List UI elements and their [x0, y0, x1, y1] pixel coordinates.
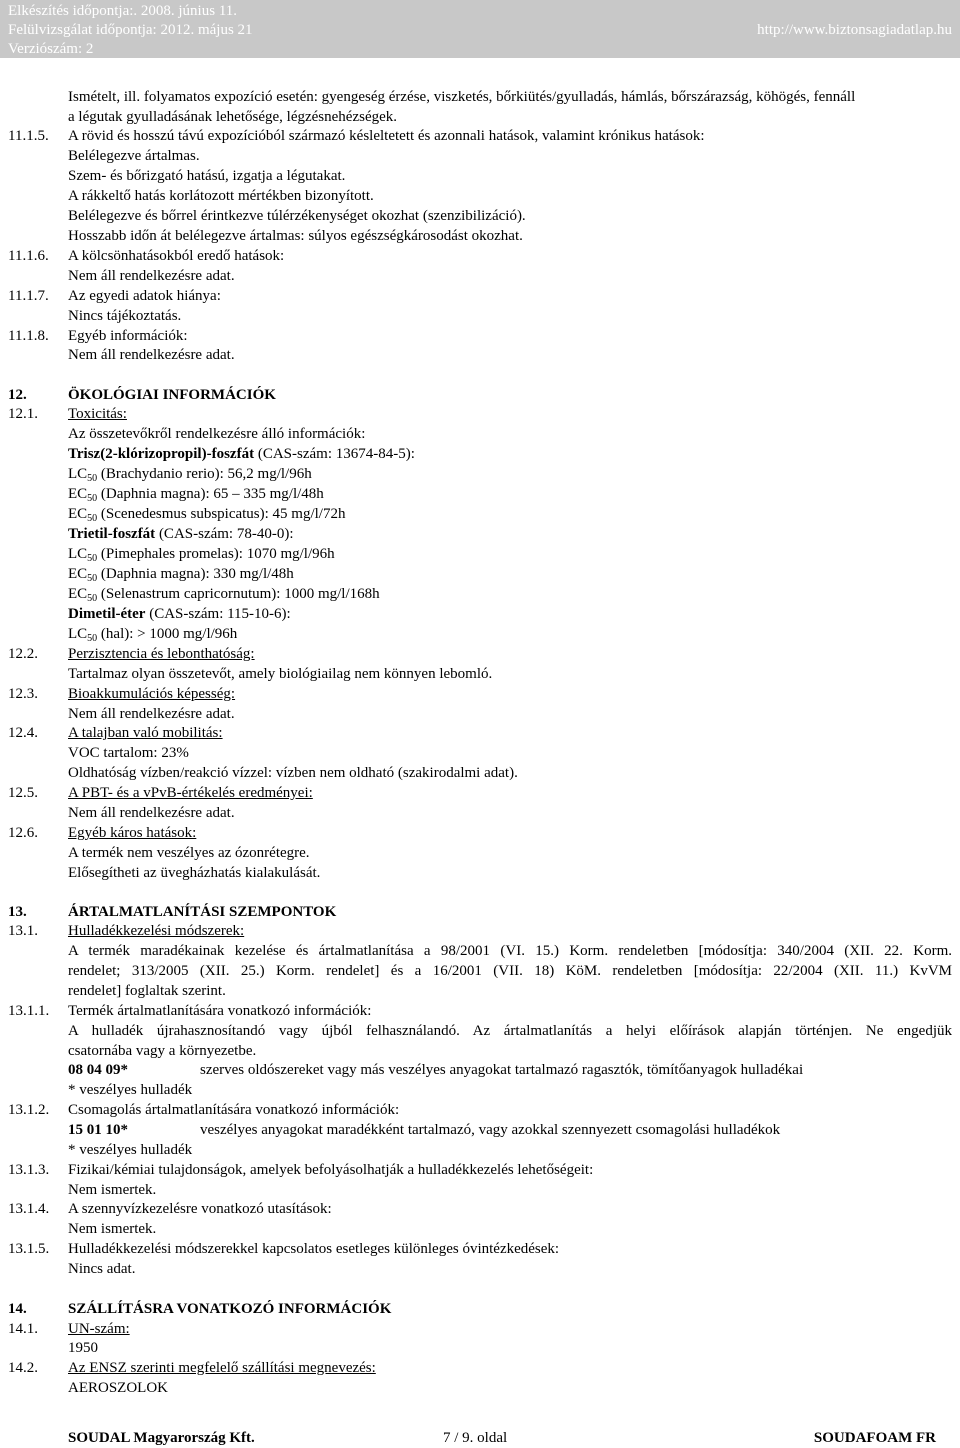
doc-line	[0, 664, 960, 684]
footer-page-number: 7 / 9. oldal	[443, 1430, 508, 1446]
text-run: Belélegezve ártalmas.	[68, 148, 200, 164]
text-run: Tartalmaz olyan összetevőt, amely biológiailag nem könnyen lebomló.	[68, 666, 493, 682]
line-text	[68, 186, 374, 206]
footer-company: SOUDAL Magyarország Kft.	[68, 1430, 255, 1446]
text-run: 1950	[68, 1340, 98, 1356]
doc-line	[0, 843, 960, 863]
text-run: A rövid és hosszú távú expozícióból származó késleltetett és azonnali hatások, valamint krónikus hatások:	[68, 128, 705, 144]
text-run: Egyéb káros hatások:	[68, 825, 197, 841]
bold-term: 08 04 09*	[68, 1062, 128, 1078]
doc-line	[0, 783, 960, 803]
text-run: (Brachydanio rerio): 56,2 mg/l/96h	[97, 466, 312, 482]
text-run: Nem áll rendelkezésre adat.	[68, 268, 235, 284]
section-number: 11.1.7.	[8, 288, 49, 304]
version-number: Verziószám: 2	[8, 41, 94, 57]
subsection-title	[68, 684, 235, 704]
text-run: rendelet] foglaltak szerint.	[68, 983, 226, 999]
line-text	[68, 941, 952, 961]
doc-line	[0, 206, 960, 226]
text-run: Perzisztencia és lebonthatóság:	[68, 646, 255, 662]
page-footer	[0, 1428, 960, 1448]
section-number: 11.1.8.	[8, 328, 49, 344]
line-text	[68, 624, 237, 644]
doc-line	[0, 1041, 960, 1061]
line-text	[68, 226, 523, 246]
line-text	[68, 1259, 135, 1279]
text-run: (hal): > 1000 mg/l/96h	[97, 626, 238, 642]
doc-line	[0, 126, 960, 146]
measure-prefix: LC	[68, 466, 88, 482]
text-run: (Selenastrum capricornutum): 1000 mg/l/168h	[97, 586, 380, 602]
subsection-title	[68, 921, 244, 941]
doc-line	[0, 704, 960, 724]
text-run: ÁRTALMATLANÍTÁSI SZEMPONTOK	[68, 904, 337, 920]
section-number: 12.5.	[8, 785, 38, 801]
section-number: 12.2.	[8, 646, 38, 662]
doc-line	[0, 424, 960, 444]
measure-prefix: LC	[68, 626, 88, 642]
text-run: Nem ismertek.	[68, 1221, 157, 1237]
doc-line	[0, 1100, 960, 1120]
doc-line	[0, 544, 960, 564]
line-text	[68, 803, 235, 823]
subsection-title	[68, 644, 255, 664]
text-run: Hulladékkezelési módszerek:	[68, 923, 245, 939]
doc-line	[0, 286, 960, 306]
doc-line	[0, 186, 960, 206]
subsection-title	[68, 823, 196, 843]
text-run: Csomagolás ártalmatlanítására vonatkozó információk:	[68, 1102, 400, 1118]
line-text	[68, 584, 380, 604]
text-run: Az egyedi adatok hiánya:	[68, 288, 221, 304]
doc-line	[0, 326, 960, 346]
line-text	[68, 87, 855, 107]
text-run: A termék nem veszélyes az ózonrétegre.	[68, 845, 310, 861]
doc-line	[0, 504, 960, 524]
doc-line	[0, 1001, 960, 1021]
line-text	[68, 604, 291, 624]
text-run: (Pimephales promelas): 1070 mg/l/96h	[97, 546, 335, 562]
text-run: Bioakkumulációs képesség:	[68, 686, 236, 702]
doc-line	[0, 763, 960, 783]
line-text	[68, 1338, 98, 1358]
text-run: A szennyvízkezelésre vonatkozó utasítások:	[68, 1201, 332, 1217]
text-run: A termék maradékainak kezelése és ártalmatlanítása a 98/2001 (VI. 15.) Korm. rendeletben [módosítja: 340/2004 (XII. 22. Korm.	[68, 943, 952, 959]
created-date: Elkészítés időpontja:. 2008. június 11.	[8, 3, 238, 19]
line-text	[68, 1140, 192, 1160]
doc-line	[0, 1319, 960, 1339]
measure-prefix: EC	[68, 506, 88, 522]
subsection-title	[68, 1358, 376, 1378]
section-number: 13.1.5.	[8, 1241, 50, 1257]
bold-term: Dimetil-éter	[68, 606, 146, 622]
measure-subscript: 50	[87, 493, 98, 504]
doc-line	[0, 584, 960, 604]
section-number: 12.4.	[8, 725, 38, 741]
doc-line	[0, 1021, 960, 1041]
text-run: Nem ismertek.	[68, 1182, 157, 1198]
doc-line	[0, 1120, 960, 1140]
doc-line	[0, 266, 960, 286]
text-run: Oldhatóság vízben/reakció vízzel: vízben nem oldható (szakirodalmi adat).	[68, 765, 518, 781]
doc-line	[0, 823, 960, 843]
line-text	[68, 1100, 399, 1120]
footer-product: SOUDAFOAM FR	[813, 1430, 936, 1446]
measure-subscript: 50	[87, 573, 98, 584]
text-run: Az ENSZ szerinti megfelelő szállítási megnevezés:	[68, 1360, 376, 1376]
line-text	[68, 524, 294, 544]
doc-line	[0, 1060, 960, 1080]
subsection-title	[68, 783, 313, 803]
section-heading	[68, 1299, 391, 1319]
doc-line	[0, 524, 960, 544]
text-run: Hulladékkezelési módszerekkel kapcsolatos esetleges különleges óvintézkedések:	[68, 1241, 560, 1257]
section-number: 13.1.2.	[8, 1102, 50, 1118]
line-text	[68, 464, 312, 484]
line-text	[68, 126, 705, 146]
waste-code-description: szerves oldószereket vagy más veszélyes anyagokat tartalmazó ragasztók, tömítőanyagok hulladékai	[200, 1062, 804, 1078]
line-text	[68, 664, 492, 684]
line-text	[68, 1180, 156, 1200]
line-text	[68, 763, 518, 783]
doc-line	[0, 981, 960, 1001]
doc-line	[0, 1219, 960, 1239]
text-run: Nem áll rendelkezésre adat.	[68, 805, 235, 821]
measure-prefix: LC	[68, 546, 88, 562]
doc-line	[0, 902, 960, 922]
text-run: A talajban való mobilitás:	[68, 725, 223, 741]
line-text	[68, 146, 200, 166]
line-text	[68, 166, 345, 186]
text-run: Belélegezve és bőrrel érintkezve túlérzékenységet okozhat (szenzibilizáció).	[68, 208, 526, 224]
line-text	[68, 107, 397, 127]
line-text	[68, 743, 189, 763]
section-number: 13.1.3.	[8, 1162, 50, 1178]
doc-line	[0, 564, 960, 584]
measure-prefix: EC	[68, 586, 88, 602]
doc-line	[0, 404, 960, 424]
doc-line	[0, 246, 960, 266]
doc-line	[0, 803, 960, 823]
line-text	[68, 1021, 952, 1041]
section-number: 13.1.	[8, 923, 38, 939]
text-run: Toxicitás:	[68, 406, 127, 422]
section-number: 14.	[8, 1301, 27, 1317]
text-run: AEROSZOLOK	[68, 1380, 168, 1396]
text-run: A PBT- és a vPvB-értékelés eredményei:	[68, 785, 313, 801]
line-text	[68, 1041, 256, 1061]
bold-term: Trietil-foszfát	[68, 526, 156, 542]
doc-line	[0, 604, 960, 624]
section-number: 12.6.	[8, 825, 38, 841]
line-text	[68, 1378, 168, 1398]
text-run: Nincs tájékoztatás.	[68, 308, 182, 324]
text-run: Ismételt, ill. folyamatos expozíció esetén: gyengeség érzése, viszketés, bőrkiütés/gyulladás, hámlás, bőrszárazság, köhögés, fennáll	[68, 89, 856, 105]
doc-line	[0, 921, 960, 941]
subsection-title	[68, 404, 127, 424]
line-text	[68, 1080, 192, 1100]
doc-line	[0, 1140, 960, 1160]
text-run: SZÁLLÍTÁSRA VONATKOZÓ INFORMÁCIÓK	[68, 1301, 392, 1317]
doc-line	[0, 624, 960, 644]
text-run: A kölcsönhatásokból eredő hatások:	[68, 248, 285, 264]
line-text	[68, 286, 221, 306]
header-url-link[interactable]: http://www.biztonsagiadatlap.hu	[757, 22, 952, 38]
section-number: 14.1.	[8, 1321, 38, 1337]
doc-line	[0, 1199, 960, 1219]
text-run: Nem áll rendelkezésre adat.	[68, 706, 235, 722]
text-run: VOC tartalom: 23%	[68, 745, 189, 761]
doc-line	[0, 1080, 960, 1100]
measure-prefix: EC	[68, 486, 88, 502]
section-number: 12.	[8, 387, 27, 403]
doc-line	[0, 87, 960, 107]
section-heading	[68, 385, 276, 405]
bold-term: 15 01 10*	[68, 1122, 128, 1138]
text-run: (Daphnia magna): 65 – 335 mg/l/48h	[97, 486, 324, 502]
section-number: 12.3.	[8, 686, 38, 702]
text-run: A hulladék újrahasznosítandó vagy újból felhasználandó. Az ártalmatlanítás a helyi előírások alapján történjen. Ne engedjük	[68, 1023, 952, 1039]
doc-line	[0, 684, 960, 704]
section-number: 12.1.	[8, 406, 38, 422]
measure-subscript: 50	[87, 593, 98, 604]
text-run: A rákkeltő hatás korlátozott mértékben bizonyított.	[68, 188, 374, 204]
doc-line	[0, 345, 960, 365]
text-run: UN-szám:	[68, 1321, 130, 1337]
text-run: (CAS-szám: 115-10-6):	[145, 606, 291, 622]
text-run: Egyéb információk:	[68, 328, 188, 344]
section-number: 11.1.6.	[8, 248, 49, 264]
line-text	[68, 1001, 371, 1021]
text-run: Elősegítheti az üvegházhatás kialakulását.	[68, 865, 321, 881]
doc-line	[0, 1239, 960, 1259]
bold-term: Trisz(2-klórizopropil)-foszfát	[68, 446, 255, 462]
line-text	[68, 484, 324, 504]
text-run: (Daphnia magna): 330 mg/l/48h	[97, 566, 294, 582]
page-header	[0, 0, 960, 58]
line-text	[68, 1160, 593, 1180]
text-run: Nincs adat.	[68, 1261, 136, 1277]
line-text	[68, 961, 952, 981]
text-run: Hosszabb időn át belélegezve ártalmas: súlyos egészségkárosodást okozhat.	[68, 228, 523, 244]
line-text	[68, 564, 294, 584]
doc-line	[0, 743, 960, 763]
doc-line	[0, 146, 960, 166]
section-heading	[68, 902, 336, 922]
doc-line	[0, 644, 960, 664]
text-run: Nem áll rendelkezésre adat.	[68, 347, 235, 363]
doc-line	[0, 107, 960, 127]
doc-line	[0, 1160, 960, 1180]
doc-line	[0, 1180, 960, 1200]
line-text	[68, 345, 235, 365]
doc-line	[0, 961, 960, 981]
text-run: * veszélyes hulladék	[68, 1142, 193, 1158]
waste-code-description: veszélyes anyagokat maradékként tartalmazó, vagy azokkal szennyezett csomagolási hulladékok	[200, 1122, 781, 1138]
doc-line	[0, 464, 960, 484]
text-run: csatornába vagy a környezetbe.	[68, 1043, 257, 1059]
line-text	[68, 1120, 128, 1140]
line-text	[68, 326, 188, 346]
line-text	[68, 1219, 156, 1239]
section-number: 13.	[8, 904, 27, 920]
measure-prefix: EC	[68, 566, 88, 582]
doc-line	[0, 226, 960, 246]
text-run: rendelet; 313/2005 (XII. 25.) Korm. rendelet] és a 16/2001 (VII. 18) KöM. rendeletben [módosítja: 22/2004 (XII. 11.) KvVM	[68, 963, 952, 979]
line-text	[68, 1199, 332, 1219]
line-text	[68, 704, 235, 724]
text-run: (CAS-szám: 78-40-0):	[155, 526, 294, 542]
text-run: (Scenedesmus subspicatus): 45 mg/l/72h	[97, 506, 346, 522]
revised-date: Felülvizsgálat időpontja: 2012. május 21	[8, 22, 253, 38]
line-text	[68, 266, 235, 286]
line-text	[68, 981, 226, 1001]
text-run: Fizikai/kémiai tulajdonságok, amelyek befolyásolhatják a hulladékkezelés lehetőségeit:	[68, 1162, 594, 1178]
doc-line	[0, 484, 960, 504]
measure-subscript: 50	[87, 633, 98, 644]
line-text	[68, 863, 320, 883]
section-number: 11.1.5.	[8, 128, 49, 144]
line-text	[68, 504, 345, 524]
subsection-title	[68, 723, 223, 743]
text-run: (CAS-szám: 13674-84-5):	[254, 446, 415, 462]
measure-subscript: 50	[87, 513, 98, 524]
line-text	[68, 1060, 128, 1080]
line-text	[68, 1239, 559, 1259]
doc-line	[0, 1358, 960, 1378]
doc-line	[0, 166, 960, 186]
section-number: 13.1.4.	[8, 1201, 50, 1217]
line-text	[68, 424, 365, 444]
doc-line	[0, 941, 960, 961]
doc-line	[0, 1299, 960, 1319]
measure-subscript: 50	[87, 553, 98, 564]
doc-line	[0, 1259, 960, 1279]
doc-line	[0, 385, 960, 405]
text-run: Termék ártalmatlanítására vonatkozó információk:	[68, 1003, 372, 1019]
doc-line	[0, 306, 960, 326]
doc-line	[0, 1378, 960, 1398]
line-text	[68, 843, 310, 863]
text-run: Szem- és bőrizgató hatású, izgatja a légutakat.	[68, 168, 346, 184]
doc-line	[0, 723, 960, 743]
text-run: * veszélyes hulladék	[68, 1082, 193, 1098]
line-text	[68, 444, 415, 464]
line-text	[68, 306, 181, 326]
text-run: a légutak gyulladásának lehetősége, légzésnehézségek.	[68, 109, 398, 125]
section-number: 13.1.1.	[8, 1003, 50, 1019]
doc-line	[0, 1338, 960, 1358]
section-number: 14.2.	[8, 1360, 38, 1376]
measure-subscript: 50	[87, 473, 98, 484]
line-text	[68, 544, 335, 564]
doc-line	[0, 444, 960, 464]
text-run: ÖKOLÓGIAI INFORMÁCIÓK	[68, 387, 276, 403]
text-run: Az összetevőkről rendelkezésre álló információk:	[68, 426, 366, 442]
line-text	[68, 246, 284, 266]
line-text	[68, 206, 526, 226]
doc-line	[0, 863, 960, 883]
subsection-title	[68, 1319, 130, 1339]
